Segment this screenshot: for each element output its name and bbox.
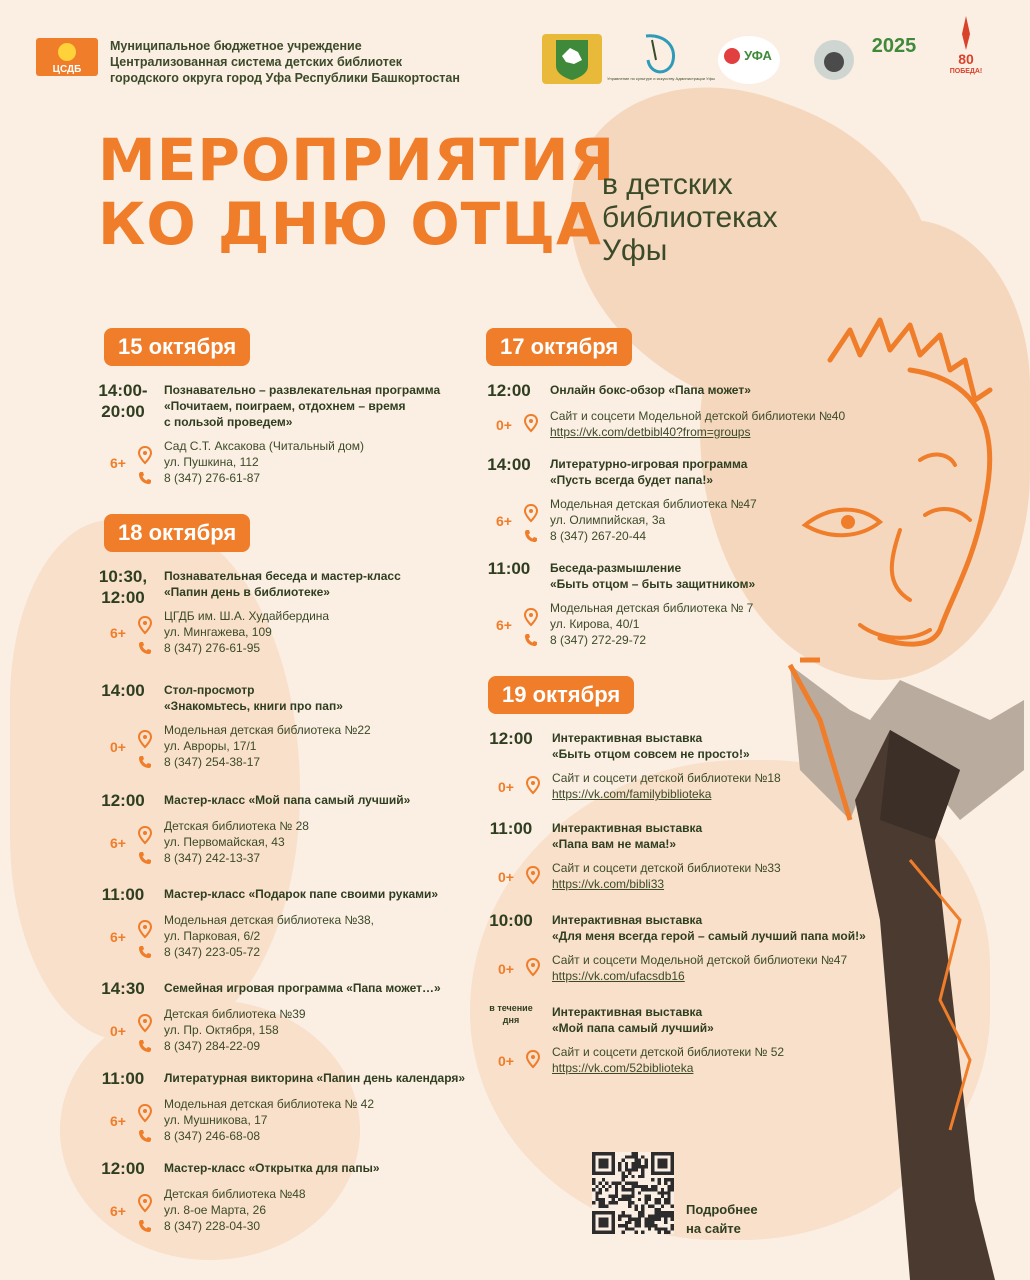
event-street: ул. Кирова, 40/1 <box>550 617 640 631</box>
event-place: Модельная детская библиотека № 42 <box>164 1097 374 1111</box>
event-time: 11:00 <box>101 1069 145 1088</box>
event-street: ул. Пушкина, 112 <box>164 455 259 469</box>
event-time: 12:00 <box>101 791 145 810</box>
event-title: Интерактивная выставка <box>552 913 703 927</box>
csdb-logo <box>36 38 98 76</box>
event-title: «Мой папа самый лучший» <box>552 1021 714 1035</box>
event-title: Беседа-размышление <box>550 561 682 575</box>
event-link[interactable]: https://vk.com/bibli33 <box>552 877 665 891</box>
qr-code[interactable] <box>592 1152 674 1234</box>
phone-icon <box>138 1219 152 1233</box>
father-illustration <box>760 300 1024 1280</box>
age-rating-badge: 6+ <box>110 835 126 851</box>
event-phone: 8 (347) 254-38-17 <box>164 755 261 769</box>
event-title: «Быть отцом совсем не просто!» <box>552 747 750 761</box>
age-rating-badge: 6+ <box>110 625 126 641</box>
date-heading: 15 октября <box>104 328 250 366</box>
event-time: 12:00 <box>101 1159 145 1178</box>
page-subtitle <box>602 168 778 267</box>
age-rating-badge: 6+ <box>110 929 126 945</box>
organization-name <box>110 38 460 86</box>
event-title: «Папа вам не мама!» <box>552 837 677 851</box>
event-phone: 8 (347) 276-61-95 <box>164 641 261 655</box>
org-line: городского округа город Уфа Республики Башкортостан <box>110 71 460 85</box>
event-place: Сайт и соцсети детской библиотеки №18 <box>552 771 781 785</box>
phone-icon <box>138 755 152 769</box>
event-link[interactable]: https://vk.com/52biblioteka <box>552 1061 694 1075</box>
event-phone: 8 (347) 246-68-08 <box>164 1129 261 1143</box>
event-title: Литературная викторина «Папин день календаря» <box>164 1071 466 1085</box>
event-place: Сад С.Т. Аксакова (Читальный дом) <box>164 439 365 453</box>
location-pin-icon <box>526 1050 540 1068</box>
age-rating-badge: 6+ <box>110 455 126 471</box>
location-pin-icon <box>138 616 152 634</box>
event-title: Интерактивная выставка <box>552 821 703 835</box>
event-title: Познавательная беседа и мастер-класс <box>164 569 401 583</box>
event-street: ул. Мингажева, 109 <box>164 625 272 639</box>
event-title: «Пусть всегда будет папа!» <box>550 473 714 487</box>
event-time: 14:00 <box>487 455 531 474</box>
svg-text:ПОБЕДА!: ПОБЕДА! <box>949 68 983 75</box>
event-title: Литературно-игровая программа <box>550 457 748 471</box>
svg-text:2025: 2025 <box>871 35 917 57</box>
event-title: «Папин день в библиотеке» <box>164 585 330 599</box>
event-time: 14:00- 20:00 <box>98 381 148 421</box>
event-title: с пользой проведем» <box>164 415 293 429</box>
event-phone: 8 (347) 223-05-72 <box>164 945 261 959</box>
location-pin-icon <box>138 730 152 748</box>
event-place: Сайт и соцсети Модельной детской библиотеки №47 <box>552 953 848 967</box>
event-place: Сайт и соцсети детской библиотеки №33 <box>552 861 781 875</box>
location-pin-icon <box>138 1014 152 1032</box>
event-title: Онлайн бокс-обзор «Папа может» <box>550 383 751 397</box>
event-phone: 8 (347) 242-13-37 <box>164 851 261 865</box>
event-link[interactable]: https://vk.com/familybiblioteka <box>552 787 712 801</box>
event-phone: 8 (347) 267-20-44 <box>550 529 647 543</box>
event-place: Модельная детская библиотека №47 <box>550 497 757 511</box>
location-pin-icon <box>138 1104 152 1122</box>
date-heading: 18 октября <box>104 514 250 552</box>
event-title: Стол-просмотр <box>164 683 255 697</box>
event-time: 11:00 <box>101 885 145 904</box>
age-rating-badge: 0+ <box>498 961 514 977</box>
event-title: Мастер-класс «Открытка для папы» <box>164 1161 380 1175</box>
event-title: Интерактивная выставка <box>552 1005 703 1019</box>
event-street: ул. Авроры, 17/1 <box>164 739 257 753</box>
svg-text:ЦСДБ: ЦСДБ <box>52 64 82 75</box>
event-phone: 8 (347) 272-29-72 <box>550 633 647 647</box>
location-pin-icon <box>138 920 152 938</box>
event-street: ул. Парковая, 6/2 <box>164 929 261 943</box>
age-rating-badge: 0+ <box>498 779 514 795</box>
victory-80-logo <box>944 14 988 76</box>
location-pin-icon <box>524 608 538 626</box>
svg-text:Управление по культуре и искус: Управление по культуре и искусству Администрации Уфы <box>607 76 715 81</box>
title-line: МЕРОПРИЯТИЯ <box>98 126 616 194</box>
age-rating-badge: 6+ <box>110 1113 126 1129</box>
title-line: КО ДНЮ ОТЦА <box>98 190 602 258</box>
event-time: 10:00 <box>489 911 533 930</box>
subtitle-line: библиотеках <box>602 201 778 234</box>
event-link[interactable]: https://vk.com/detbibl40?from=groups <box>550 425 751 439</box>
phone-icon <box>138 1039 152 1053</box>
phone-icon <box>138 641 152 655</box>
age-rating-badge: 0+ <box>110 739 126 755</box>
location-pin-icon <box>524 414 538 432</box>
event-time: 11:00 <box>487 559 531 578</box>
age-rating-badge: 0+ <box>110 1023 126 1039</box>
event-place: Сайт и соцсети Модельной детской библиотеки №40 <box>550 409 846 423</box>
event-time: 11:00 <box>489 819 533 838</box>
phone-icon <box>138 471 152 485</box>
age-rating-badge: 6+ <box>496 513 512 529</box>
age-rating-badge: 6+ <box>110 1203 126 1219</box>
event-link[interactable]: https://vk.com/ufacsdb16 <box>552 969 685 983</box>
event-place: Модельная детская библиотека №38, <box>164 913 374 927</box>
event-time: 14:30 <box>101 979 145 998</box>
phone-icon <box>524 633 538 647</box>
more-line: на сайте <box>686 1221 741 1236</box>
date-heading: 17 октября <box>486 328 632 366</box>
event-title: Познавательно – развлекательная программа <box>164 383 441 397</box>
ufa-coat-of-arms-logo <box>540 30 604 86</box>
event-street: ул. Первомайская, 43 <box>164 835 285 849</box>
location-pin-icon <box>138 826 152 844</box>
location-pin-icon <box>526 958 540 976</box>
subtitle-line: Уфы <box>602 234 668 267</box>
culture-department-logo <box>607 30 715 86</box>
event-place: Детская библиотека №39 <box>164 1007 306 1021</box>
age-rating-badge: 0+ <box>498 869 514 885</box>
event-time: 12:00 <box>487 381 531 400</box>
page-title <box>98 128 615 256</box>
location-pin-icon <box>138 1194 152 1212</box>
event-phone: 8 (347) 284-22-09 <box>164 1039 261 1053</box>
phone-icon <box>138 945 152 959</box>
event-street: ул. 8-ое Марта, 26 <box>164 1203 267 1217</box>
event-title: «Для меня всегда герой – самый лучший папа мой!» <box>552 929 866 943</box>
org-line: Муниципальное бюджетное учреждение <box>110 39 362 53</box>
phone-icon <box>524 529 538 543</box>
subtitle-line: в детских <box>602 168 733 201</box>
svg-text:80: 80 <box>958 51 974 67</box>
event-time: 12:00 <box>489 729 533 748</box>
event-title: «Знакомьтесь, книги про пап» <box>164 699 343 713</box>
event-street: ул. Мушникова, 17 <box>164 1113 268 1127</box>
event-time: 10:30, 12:00 <box>98 567 148 607</box>
event-time: в течение дня <box>489 1003 533 1025</box>
event-place: Модельная детская библиотека № 7 <box>550 601 754 615</box>
event-place: Детская библиотека №48 <box>164 1187 306 1201</box>
event-title: Мастер-класс «Мой папа самый лучший» <box>164 793 411 807</box>
event-phone: 8 (347) 276-61-87 <box>164 471 261 485</box>
age-rating-badge: 0+ <box>498 1053 514 1069</box>
event-street: ул. Олимпийская, 3а <box>550 513 666 527</box>
year-2025-logo <box>810 30 926 86</box>
event-title: «Быть отцом – быть защитником» <box>550 577 756 591</box>
ufa-logo <box>716 30 782 86</box>
org-line: Централизованная система детских библиотек <box>110 55 403 69</box>
location-pin-icon <box>524 504 538 522</box>
phone-icon <box>138 1129 152 1143</box>
phone-icon <box>138 851 152 865</box>
date-heading: 19 октября <box>488 676 634 714</box>
location-pin-icon <box>526 866 540 884</box>
event-place: ЦГДБ им. Ш.А. Худайбердина <box>164 609 330 623</box>
more-line: Подробнее <box>686 1202 758 1217</box>
location-pin-icon <box>526 776 540 794</box>
event-street: ул. Пр. Октября, 158 <box>164 1023 279 1037</box>
event-title: Интерактивная выставка <box>552 731 703 745</box>
age-rating-badge: 0+ <box>496 417 512 433</box>
more-on-site-label <box>686 1200 758 1238</box>
svg-text:УФА: УФА <box>744 48 772 63</box>
age-rating-badge: 6+ <box>496 617 512 633</box>
event-place: Детская библиотека № 28 <box>164 819 309 833</box>
event-place: Сайт и соцсети детской библиотеки № 52 <box>552 1045 785 1059</box>
location-pin-icon <box>138 446 152 464</box>
event-place: Модельная детская библиотека №22 <box>164 723 371 737</box>
event-title: Семейная игровая программа «Папа может…» <box>164 981 441 995</box>
event-title: Мастер-класс «Подарок папе своими руками» <box>164 887 439 901</box>
event-title: «Почитаем, поиграем, отдохнем – время <box>164 399 406 413</box>
event-phone: 8 (347) 228-04-30 <box>164 1219 261 1233</box>
event-time: 14:00 <box>101 681 145 700</box>
